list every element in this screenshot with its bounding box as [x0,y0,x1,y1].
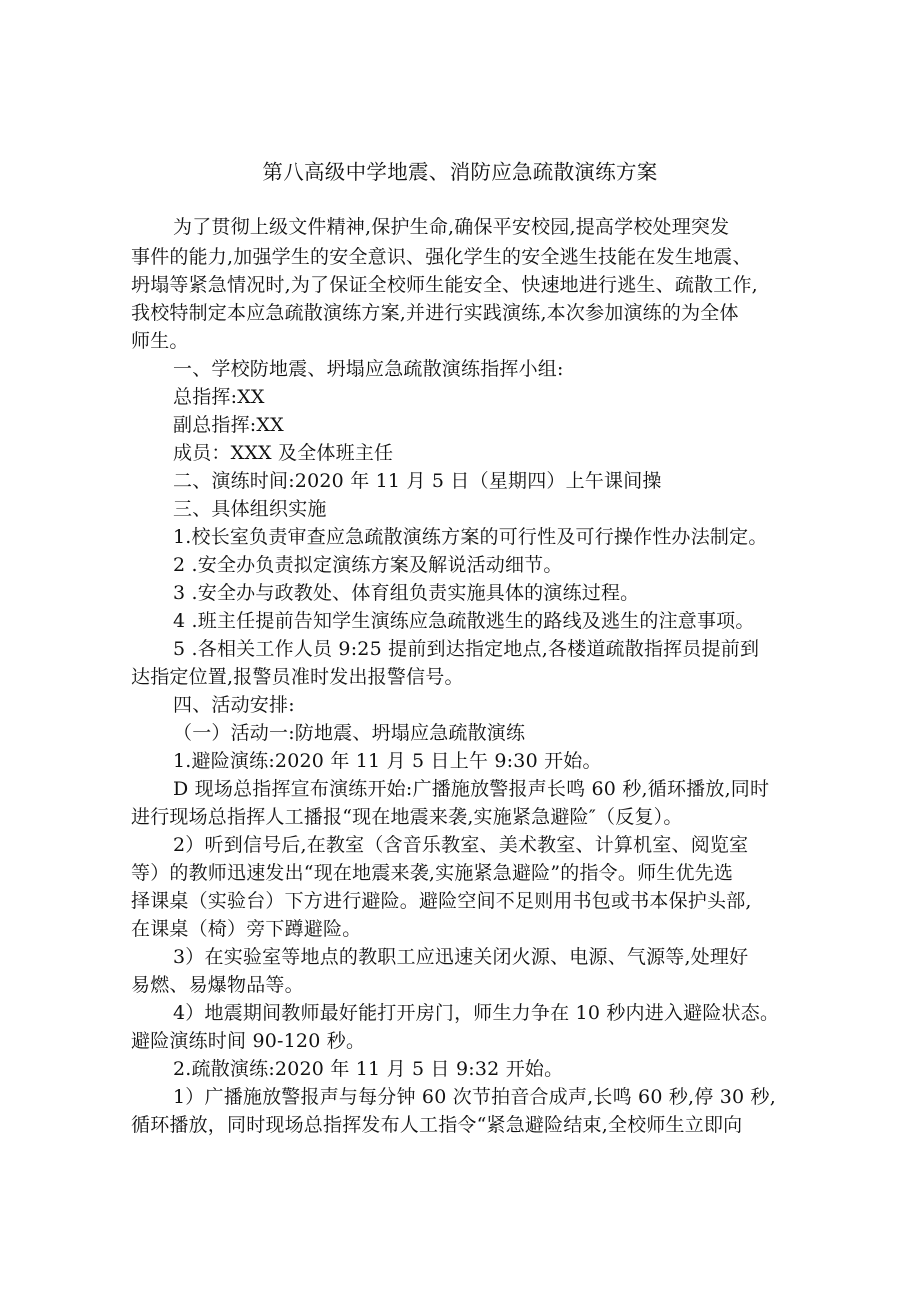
body-line: 4）地震期间教师最好能打开房门，师生力争在 10 秒内进入避险状态。 [173,1002,780,1024]
body-line: 3）在实验室等地点的教职工应迅速关闭火源、电源、气源等,处理好 [173,946,749,968]
list-item: 1.避险演练:2020 年 11 月 5 日上午 9:30 开始。 [173,750,602,772]
section-heading: 三、具体组织实施 [173,498,327,520]
list-item: 4 .班主任提前告知学生演练应急疏散逃生的路线及逃生的注意事项。 [173,610,755,632]
body-line: 循环播放，同时现场总指挥发布人工指令“紧急避险结束,全校师生立即向 [131,1114,743,1136]
body-line: 避险演练时间 90-120 秒。 [131,1030,366,1052]
list-item: 2 .安全办负责拟定演练方案及解说活动细节。 [173,554,563,576]
body-line: 择课桌（实验台）下方进行避险。避险空间不足则用书包或书本保护头部, [131,890,752,912]
document-title: 第八高级中学地震、消防应急疏散演练方案 [262,160,658,184]
body-line: 1）广播施放警报声与每分钟 60 次节拍音合成声,长鸣 60 秒,停 30 秒, [173,1086,776,1108]
body-line: 达指定位置,报警员准时发出报警信号。 [131,666,464,688]
list-item: 5 .各相关工作人员 9:25 提前到达指定地点,各楼道疏散指挥员提前到 [173,638,760,660]
body-line: 总指挥:XX [173,386,265,408]
section-heading: 二、演练时间:2020 年 11 月 5 日（星期四）上午课间操 [173,470,662,492]
list-item: 3 .安全办与政教处、体育组负责实施具体的演练过程。 [173,582,640,604]
list-item: 2.疏散演练:2020 年 11 月 5 日 9:32 开始。 [173,1058,564,1080]
body-line: 等）的教师迅速发出“现在地震来袭,实施紧急避险”的指令。师生优先选 [131,862,734,884]
body-line: 成员：XXX 及全体班主任 [173,442,394,464]
list-item: 1.校长室负责审查应急疏散演练方案的可行性及可行操作性办法制定。 [173,526,768,548]
body-line: 2）听到信号后,在教室（含音乐教室、美术教室、计算机室、阅览室 [173,834,749,856]
body-line: 为了贯彻上级文件精神,保护生命,确保平安校园,提高学校处理突发 [173,216,730,238]
subsection-heading: （一）活动一:防地震、坍塌应急疏散演练 [173,722,526,744]
section-heading: 一、学校防地震、坍塌应急疏散演练指挥小组: [173,358,564,380]
body-line: 我校特制定本应急疏散演练方案,并进行实践演练,本次参加演练的为全体 [131,302,739,324]
body-line: 副总指挥:XX [173,414,284,436]
body-line: D 现场总指挥宣布演练开始:广播施放警报声长鸣 60 秒,循环播放,同时 [173,778,770,800]
body-line: 易燃、易爆物品等。 [131,974,304,996]
body-line: 在课桌（椅）旁下蹲避险。 [131,918,362,940]
body-line: 事件的能力,加强学生的安全意识、强化学生的安全逃生技能在发生地震、 [131,246,752,268]
section-heading: 四、活动安排: [173,694,295,716]
body-line: 师生。 [131,330,189,352]
body-line: 坍塌等紧急情况时,为了保证全校师生能安全、快速地进行逃生、疏散工作, [131,274,758,296]
body-line: 进行现场总指挥人工播报“现在地震来袭,实施紧急避险″（反复）。 [131,806,683,828]
